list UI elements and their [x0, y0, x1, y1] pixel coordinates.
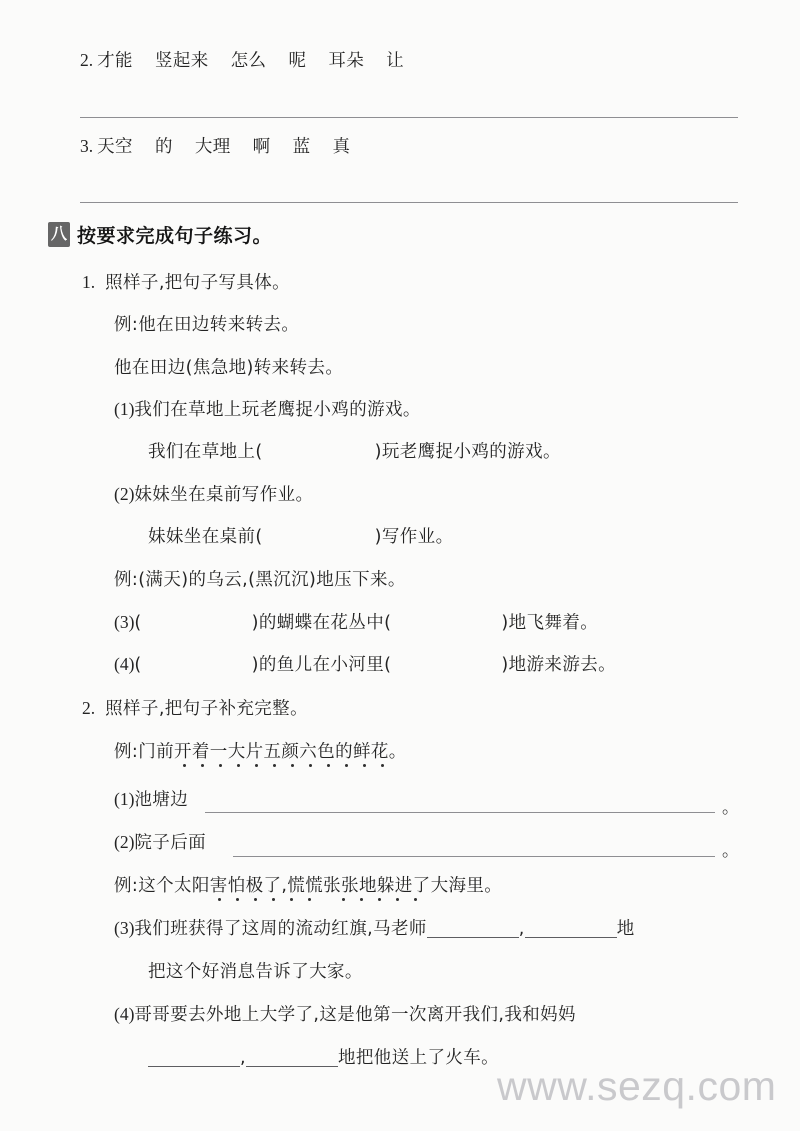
exercise2-example-row	[114, 743, 407, 762]
exercise2-example-sentence-wrap	[138, 744, 407, 762]
exercise2-q1-number: (1)	[114, 789, 135, 809]
emphasis-dot	[193, 764, 211, 767]
site-watermark: www.sezq.com	[497, 1063, 777, 1109]
exercise1-q2-answer-row[interactable]	[148, 528, 453, 547]
exercise1-prompt-row	[82, 274, 290, 293]
emphasis-dot	[334, 898, 352, 901]
emphasis-dot	[352, 898, 370, 901]
emphasis-dot	[300, 898, 318, 901]
top-item-2-word-1: 才能	[97, 51, 133, 71]
exercise2-q2-row[interactable]	[114, 834, 206, 853]
exercise2-q4-blank-1[interactable]	[148, 1050, 240, 1067]
exercise2-q1-stem: 池塘边	[134, 790, 189, 810]
answer-rule-item-2[interactable]	[80, 117, 738, 118]
emphasis-dot	[301, 764, 319, 767]
exercise2-q4-line1: 哥哥要去外地上大学了,这是他第一次离开我们,我和妈妈	[134, 1005, 576, 1025]
answer-rule-item-3[interactable]	[80, 202, 738, 203]
exercise1-q1-answer-suffix: )玩老鹰捉小鸡的游戏。	[374, 442, 561, 462]
exercise1-q3-mid: )的蝴蝶在花丛中(	[251, 613, 392, 633]
exercise2-q4-number: (4)	[114, 1004, 135, 1024]
exercise1-example-answer-row	[114, 359, 343, 378]
exercise1-q3-end: )地飞舞着。	[501, 613, 599, 633]
exercise1-example2-label: 例:	[114, 570, 139, 590]
exercise2-q4-row	[114, 1006, 576, 1025]
top-item-2-number: 2.	[80, 50, 94, 70]
exercise1-q2-number: (2)	[114, 484, 135, 504]
top-item-3-word-2: 的	[154, 137, 173, 157]
exercise1-q1-answer-prefix: 我们在草地上(	[148, 442, 263, 462]
emphasis-dot	[246, 898, 264, 901]
top-item-2-word-4: 呢	[288, 51, 307, 71]
top-item-3-number: 3.	[80, 136, 94, 156]
top-item-3-word-6: 真	[332, 137, 351, 157]
exercise2-q3-number: (3)	[114, 918, 135, 938]
exercise1-example-sentence: 他在田边转来转去。	[138, 315, 300, 335]
exercise2-q3-line1-suffix: 地	[616, 919, 635, 939]
exercise2-q3-blank-1[interactable]	[427, 921, 519, 938]
top-item-3	[80, 138, 350, 157]
exercise2-q1-end-punct: 。	[722, 798, 739, 818]
exercise2-q4-line2-suffix: 地把他送上了火车。	[337, 1048, 500, 1068]
exercise2-q3-row[interactable]	[114, 920, 635, 939]
exercise1-q4-mid: )的鱼儿在小河里(	[251, 655, 392, 675]
top-item-2-word-6: 让	[386, 51, 405, 71]
emphasis-dot	[283, 764, 301, 767]
exercise2-q2-answer-rule[interactable]	[233, 856, 715, 857]
exercise2-example-label: 例:	[114, 742, 139, 762]
exercise2-q4-comma: ,	[240, 1048, 246, 1068]
exercise2-q1-row[interactable]	[114, 791, 188, 810]
emphasis-dot	[229, 764, 247, 767]
emphasis-dot	[264, 898, 282, 901]
exercise1-q4-row[interactable]	[114, 656, 616, 675]
exercise1-example2-row	[114, 571, 406, 590]
emphasis-dot	[370, 898, 388, 901]
emphasis-dot	[265, 764, 283, 767]
emphasis-dot	[210, 898, 228, 901]
top-item-2-word-3: 怎么	[230, 51, 267, 71]
emphasis-dots-example1	[175, 764, 391, 767]
emphasis-dots-example2-a	[210, 898, 318, 901]
top-item-3-word-4: 啊	[252, 137, 271, 157]
exercise2-q3-blank-2[interactable]	[525, 921, 617, 938]
exercise2-q4-blank-2[interactable]	[246, 1050, 338, 1067]
exercise2-q1-answer-rule[interactable]	[205, 812, 715, 813]
exercise2-example-sentence: 门前开着一大片五颜六色的鲜花。	[138, 742, 407, 762]
exercise1-example-label: 例:	[114, 315, 139, 335]
exercise1-q1-row	[114, 401, 421, 420]
exercise2-q3-line2-row	[148, 963, 363, 982]
emphasis-dot	[282, 898, 300, 901]
emphasis-dots-example2-b	[334, 898, 424, 901]
exercise1-q2-answer-prefix: 妹妹坐在桌前(	[148, 527, 263, 547]
exercise1-q3-number: (3)	[114, 612, 135, 632]
exercise2-q3-comma: ,	[518, 919, 525, 939]
emphasis-dot	[355, 764, 373, 767]
exercise2-q2-number: (2)	[114, 832, 135, 852]
exercise1-q2-answer-suffix: )写作业。	[374, 527, 454, 547]
exercise1-prompt: 照样子,把句子写具体。	[105, 273, 291, 293]
top-item-3-word-5: 蓝	[292, 137, 311, 157]
top-item-3-word-3: 大理	[194, 137, 231, 157]
exercise2-q3-line2: 把这个好消息告诉了大家。	[148, 962, 363, 982]
emphasis-dot	[388, 898, 406, 901]
exercise1-example2-sentence: (满天)的乌云,(黑沉沉)地压下来。	[138, 570, 406, 590]
top-item-2	[80, 52, 404, 71]
exercise2-q3-line1-prefix: 我们班获得了这周的流动红旗,马老师	[134, 919, 427, 939]
exercise1-number: 1.	[82, 272, 96, 292]
exercise1-q1-sentence: 我们在草地上玩老鹰捉小鸡的游戏。	[134, 400, 421, 420]
exercise2-q2-end-punct: 。	[722, 841, 739, 861]
exercise2-example2-label: 例:	[114, 876, 139, 896]
exercise2-example2-row	[114, 877, 502, 896]
emphasis-dot	[337, 764, 355, 767]
section-number-badge: 八	[48, 222, 70, 247]
emphasis-dot	[247, 764, 265, 767]
exercise1-q1-answer-row[interactable]	[148, 443, 561, 462]
emphasis-dot	[319, 764, 337, 767]
emphasis-dot	[211, 764, 229, 767]
exercise1-q4-end: )地游来游去。	[501, 655, 617, 675]
exercise1-q3-open-paren: (	[134, 613, 142, 633]
exercise2-example2-sentence-wrap	[138, 878, 502, 896]
exercise2-q4-line2-row[interactable]	[148, 1049, 499, 1068]
exercise1-q1-number: (1)	[114, 399, 135, 419]
exercise1-q4-open-paren: (	[134, 655, 142, 675]
section-heading	[48, 221, 272, 248]
exercise1-q2-sentence: 妹妹坐在桌前写作业。	[134, 485, 314, 505]
top-item-3-word-1: 天空	[97, 137, 133, 157]
exercise1-q2-row	[114, 486, 313, 505]
emphasis-dot	[406, 898, 424, 901]
emphasis-dot	[175, 764, 193, 767]
exercise2-number: 2.	[82, 698, 96, 718]
exercise1-example-row	[114, 316, 299, 335]
exercise2-prompt-row	[82, 700, 308, 719]
exercise1-q3-row[interactable]	[114, 614, 598, 633]
emphasis-dot	[373, 764, 391, 767]
top-item-2-word-5: 耳朵	[328, 51, 365, 71]
exercise1-example-answer: 他在田边(焦急地)转来转去。	[114, 358, 344, 378]
exercise2-example2-sentence: 这个太阳害怕极了,慌慌张张地躲进了大海里。	[138, 876, 503, 896]
top-item-2-word-2: 竖起来	[154, 51, 209, 71]
section-title: 按要求完成句子练习。	[77, 225, 273, 247]
exercise2-prompt: 照样子,把句子补充完整。	[105, 699, 308, 719]
emphasis-dot	[228, 898, 246, 901]
exercise2-q2-stem: 院子后面	[134, 833, 207, 853]
exercise1-q4-number: (4)	[114, 654, 135, 674]
